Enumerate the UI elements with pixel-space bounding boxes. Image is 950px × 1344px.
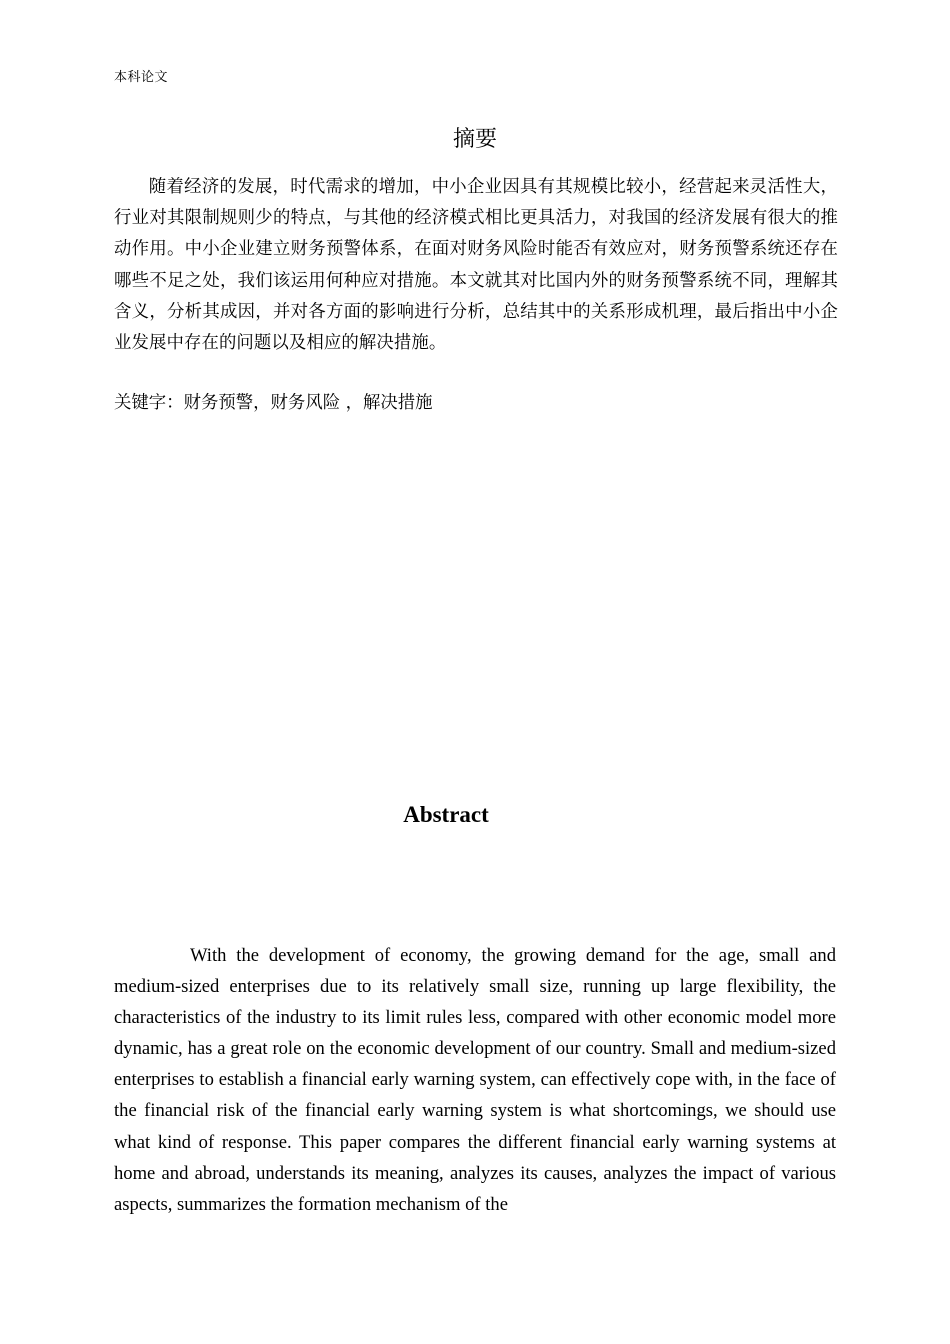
keywords-line <box>114 388 433 413</box>
chinese-abstract-body: 随着经济的发展，时代需求的增加，中小企业因具有其规模比较小，经营起来灵活性大，行业对其限制规则少的特点，与其他的经济模式相比更具活力，对我国的经济发展有很大的推动作用。中小企业建立财务预警体系，在面对财务风险时能否有效应对，财务预警系统还存在哪些不足之处，我们该运用何种应对措施。本文就其对比国内外的财务预警系统不同，理解其含义，分析其成因，并对各方面的影响进行分析，总结其中的关系形成机理，最后指出中小企业发展中存在的问题以及相应的解决措施。 <box>114 177 838 354</box>
english-abstract-body: With the development of economy, the growing demand for the age, small and medium-sized enterprises due to its relatively small size, running up large flexibility, the characteristics of the industry to its limit rules less, compared with other economic model more dynamic, has a great role on the economic development of our country. Small and medium-sized enterprises to establish a financial early warning system, can effectively cope with, in the face of the financial risk of the financial early warning system is what shortcomings, we should use what kind of response. This paper compares the different financial early warning systems at home and abroad, understands its meaning, analyzes its causes, analyzes the impact of various aspects, summarizes the formation mechanism of the <box>114 945 836 1215</box>
keywords-label: 关键字： <box>114 393 184 413</box>
page-header: 本科论文 <box>114 70 169 85</box>
chinese-abstract-title: 摘要 <box>452 127 497 152</box>
keywords-value: 财务预警，财务风险 ，解决措施 <box>183 393 433 413</box>
english-abstract-title: Abstract <box>403 802 489 827</box>
